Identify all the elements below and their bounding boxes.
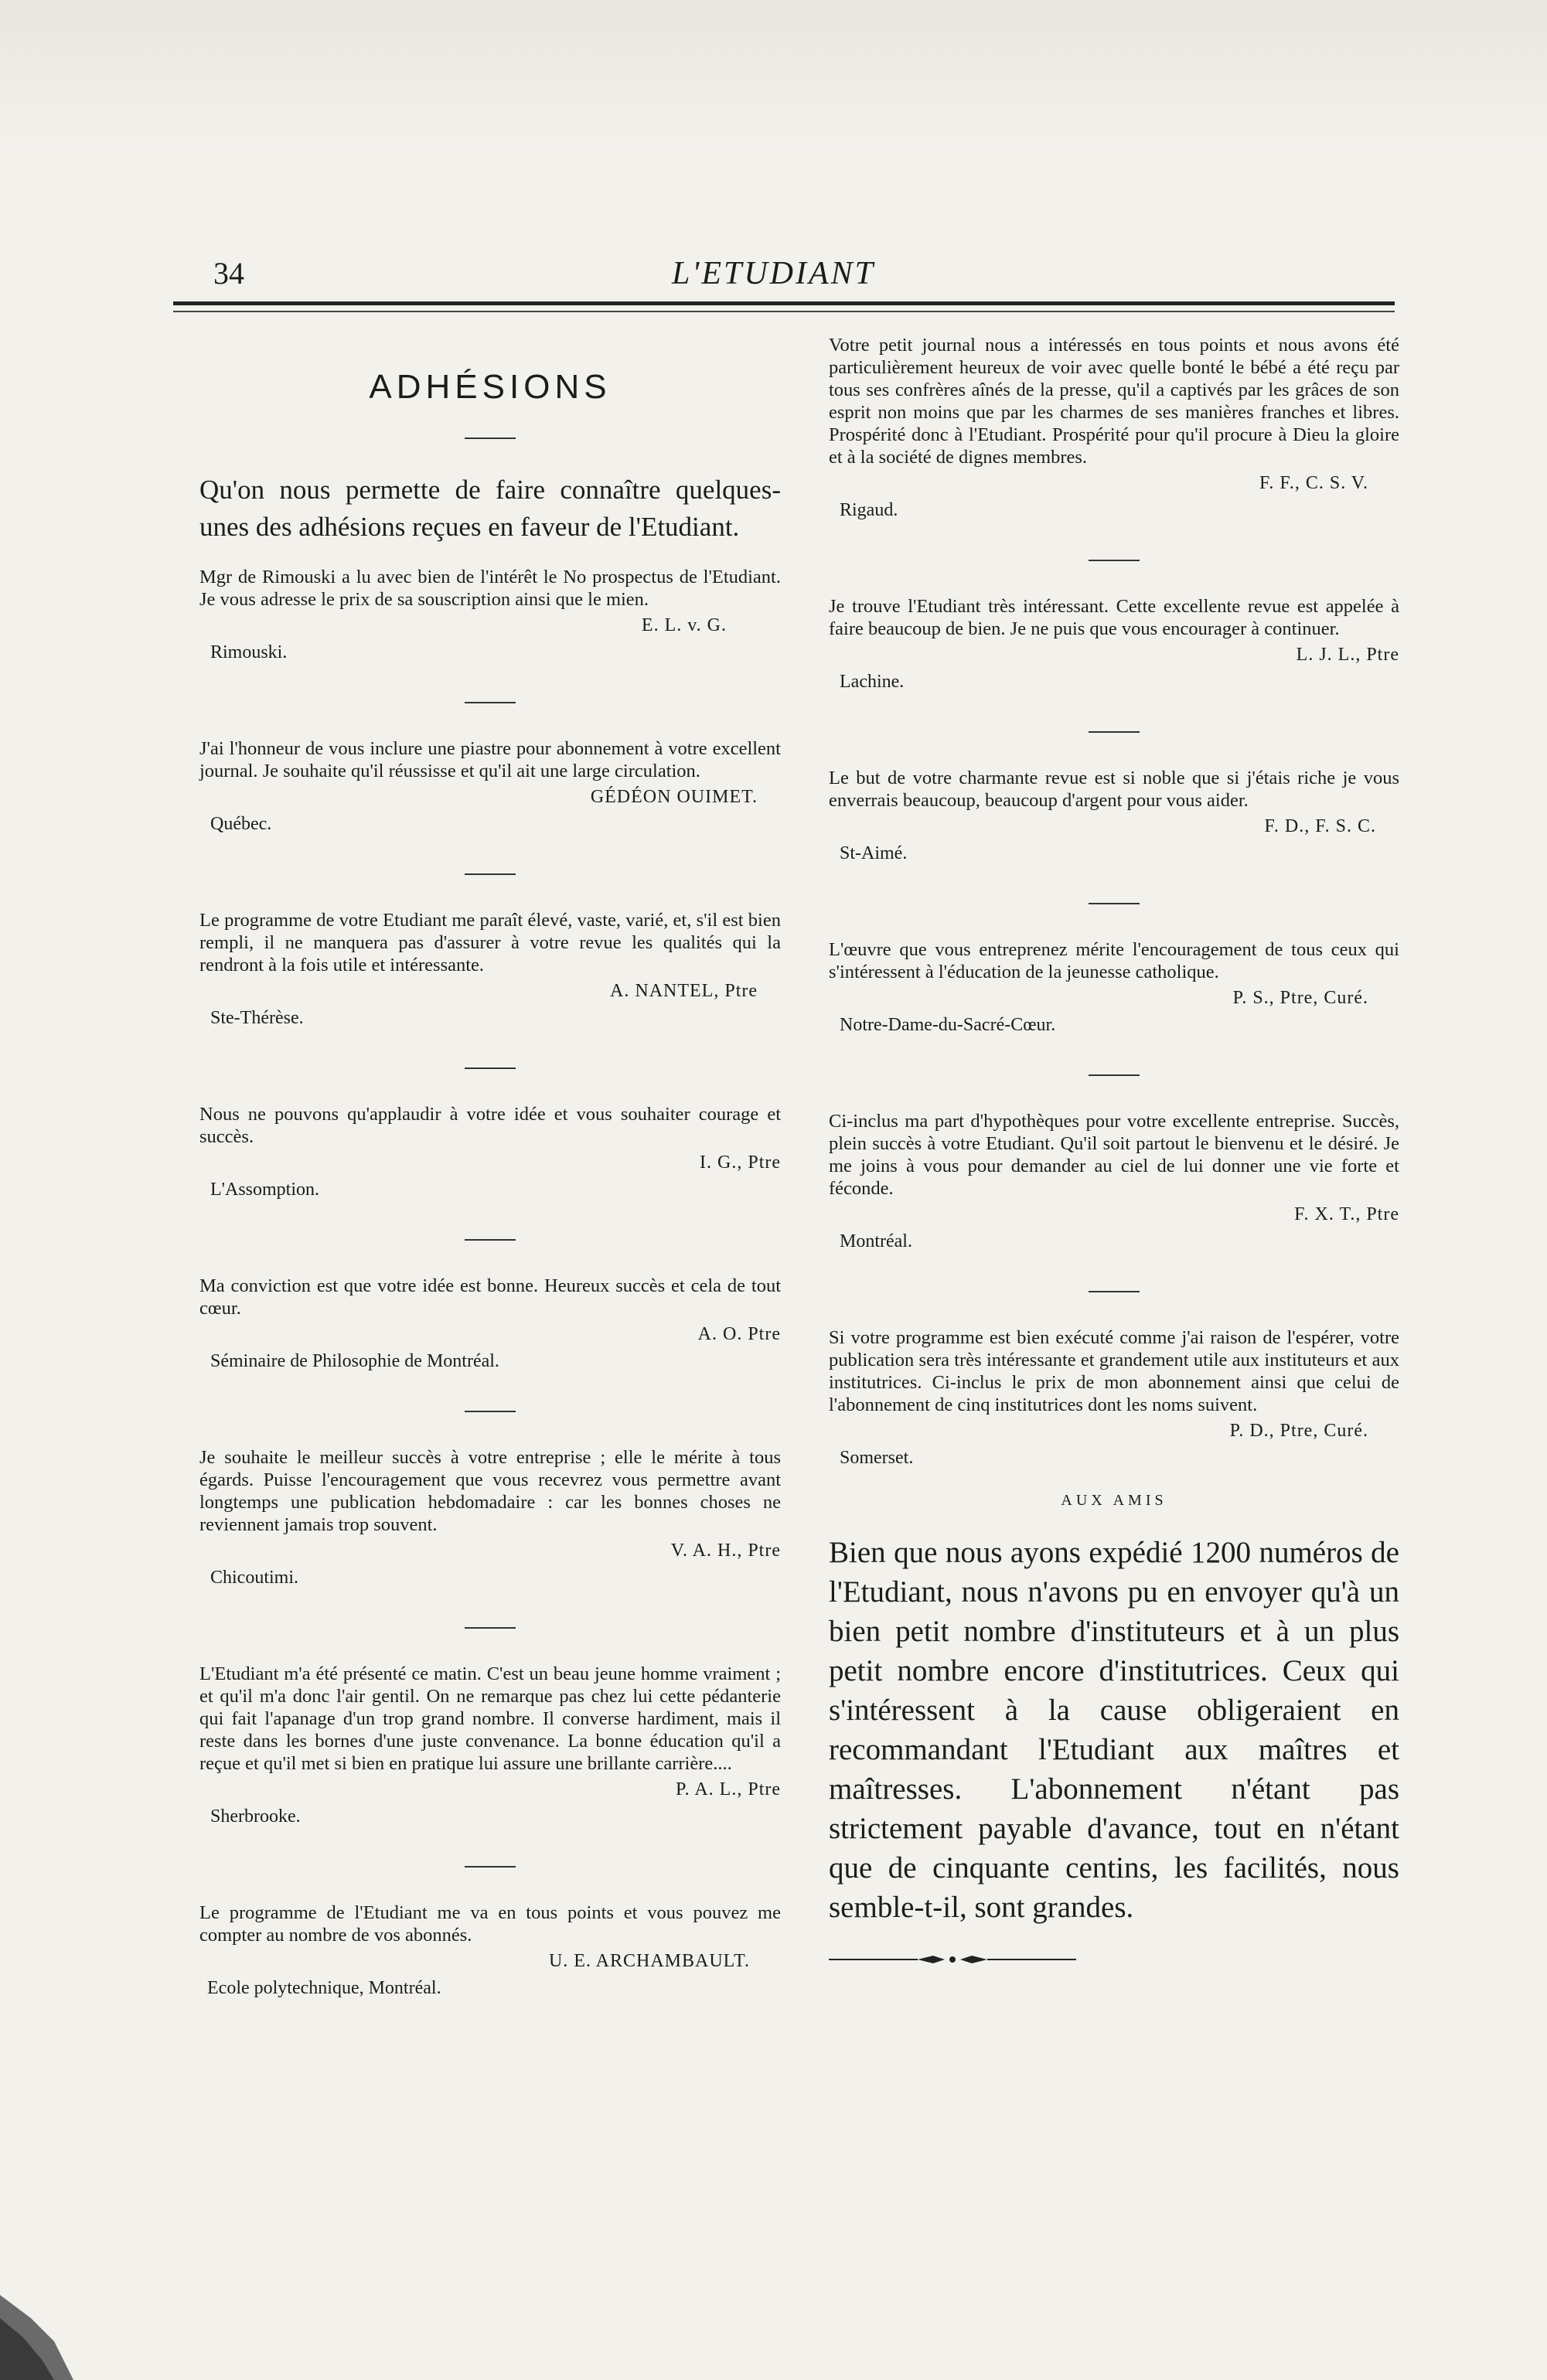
letter-8 [199,1902,781,1999]
letter-place: Ste-Thérèse. [210,1008,304,1028]
letter-signature: P. D., Ptre, Curé. [1229,1421,1368,1441]
letter-text: Nous ne pouvons qu'applaudir à votre idée et vous souhaiter courage et succès. [199,1104,781,1147]
letter-13 [829,1110,1399,1252]
separator [465,1239,516,1241]
header-rule-thick [173,301,1395,305]
letter-12 [829,938,1399,1036]
letter-signature: V. A. H., Ptre [670,1541,781,1561]
torn-corner [0,2264,101,2380]
aux-amis-text: Bien que nous ayons expédié 1200 numéros de l'Etudiant, nous n'avons pu en envoyer qu'à un bien petit nombre d'instituteurs et à un plus petit nombre encore d'institutrices. Ceux qui s'intéressent à la cause obligeraient en recommandant l'Etudiant aux maîtres et maîtresses. L'abonnement n'étant pas strictement payable d'avance, tout en n'étant que de cinquante centins, les facilités, nous semble-t-il, sont grandes. [829,1536,1399,1924]
right-column [829,334,1399,1970]
separator [465,1067,516,1069]
letter-place: Québec. [210,814,272,834]
letter-place: Rimouski. [210,642,288,662]
letter-14 [829,1326,1399,1469]
letter-place: Séminaire de Philosophie de Montréal. [210,1351,499,1371]
separator [1089,903,1140,904]
letter-place: Ecole polytechnique, Montréal. [207,1978,441,1998]
letter-text: L'œuvre que vous entreprenez mérite l'encouragement de tous ceux qui s'intéressent à l'éducation de la jeunesse catholique. [829,939,1399,982]
letter-place: L'Assomption. [210,1180,319,1200]
separator [1089,1074,1140,1076]
ornament-rule-icon [829,1953,1076,1966]
separator [1089,1291,1140,1292]
letter-10 [829,595,1399,693]
page-number: 34 [213,256,244,291]
letter-9 [829,334,1399,521]
letter-11 [829,767,1399,864]
letter-place: Rigaud. [840,500,898,520]
letter-text: L'Etudiant m'a été présenté ce matin. C'est un beau jeune homme vraiment ; et qu'il m'a donc l'air gentil. On ne remarque pas chez lui cette pédanterie qui fait l'apanage d'un trop grand nombre. Il converse hardiment, mais il reste dans les bornes d'une juste convenance. La bonne éducation qu'il a reçue et qu'il met si bien en pratique lui assure une brillante carrière.... [199,1663,781,1774]
separator [465,873,516,875]
separator [465,438,516,439]
letter-text: Ci-inclus ma part d'hypothèques pour votre excellente entreprise. Succès, plein succès à votre Etudiant. Qu'il soit partout le bienvenu et le désiré. Je me joins à vous pour demander au ciel de lui donner une vie forte et féconde. [829,1111,1399,1199]
letter-text: Si votre programme est bien exécuté comme j'ai raison de l'espérer, votre publication sera très intéressante et grandement utile aux instituteurs et aux institutrices. Ci-inclus le prix de mon abonnement ainsi que celui de l'abonnement de cinq institutrices dont les noms suivent. [829,1327,1399,1415]
letter-2 [199,737,781,835]
letter-signature: U. E. ARCHAMBAULT. [548,1951,750,1971]
letter-signature: A. O. Ptre [697,1324,781,1344]
letter-7 [199,1663,781,1827]
letter-signature: E. L. v. G. [641,615,727,635]
letter-text: Le programme de l'Etudiant me va en tous points et vous pouvez me compter au nombre de vos abonnés. [199,1902,781,1946]
letter-5 [199,1275,781,1372]
letter-text: Votre petit journal nous a intéressés en tous points et nous avons été particulièrement heureux de voir avec quelle bonté le bébé a été reçu par tous ses confrères aînés de la presse, qu'il a captivés par les grâces de son esprit non moins que par les charmes de ses manières franches et libres. Prospérité donc à l'Etudiant. Prospérité pour qu'il procure à Dieu la gloire et à la société de dignes membres. [829,335,1399,468]
letter-signature: GÉDÉON OUIMET. [590,787,758,807]
letter-signature: F. D., F. S. C. [1264,816,1376,836]
letter-place: St-Aimé. [840,843,908,863]
letter-signature: F. F., C. S. V. [1259,473,1368,493]
separator [1089,731,1140,733]
letter-place: Somerset. [840,1448,914,1468]
letter-place: Notre-Dame-du-Sacré-Cœur. [840,1015,1056,1035]
aux-amis-section [829,1492,1399,1970]
letter-text: J'ai l'honneur de vous inclure une piastre pour abonnement à votre excellent journal. Je souhaite qu'il réussisse et qu'il ait une large circulation. [199,738,781,781]
intro-paragraph: Qu'on nous permette de faire connaître quelques-unes des adhésions reçues en faveur de l'Etudiant. [199,475,781,542]
page-header [0,255,1547,301]
letter-place: Sherbrooke. [210,1806,301,1827]
letter-text: Mgr de Rimouski a lu avec bien de l'intérêt le No prospectus de l'Etudiant. Je vous adresse le prix de sa souscription ainsi que le mien. [199,567,781,610]
letter-signature: F. X. T., Ptre [1294,1204,1399,1224]
separator [465,1411,516,1412]
separator [465,1866,516,1868]
letter-place: Montréal. [840,1231,912,1251]
page-top-margin [0,0,1547,155]
letter-text: Je souhaite le meilleur succès à votre entreprise ; elle le mérite à tous égards. Puisse l'encouragement que vous recevrez vous permettre avant longtemps une publication hebdomadaire : car les bonnes choses ne reviennent jamais trop souvent. [199,1447,781,1535]
letter-signature: A. NANTEL, Ptre [610,981,758,1001]
letter-text: Ma conviction est que votre idée est bonne. Heureux succès et cela de tout cœur. [199,1275,781,1319]
letter-text: Je trouve l'Etudiant très intéressant. Cette excellente revue est appelée à faire beaucoup de bien. Je ne puis que vous encourager à continuer. [829,596,1399,639]
section-title: ADHÉSIONS [369,368,612,406]
letter-text: Le programme de votre Etudiant me paraît élevé, vaste, varié, et, s'il est bien rempli, il ne manquera pas d'assurer à votre revue les qualités qui la rendront à la fois utile et intéressante. [199,910,781,975]
separator [1089,560,1140,561]
letter-6 [199,1446,781,1588]
running-head: L'ETUDIANT [671,256,876,291]
separator [465,702,516,703]
left-column [199,334,781,1999]
letter-place: Lachine. [840,672,905,692]
letter-text: Le but de votre charmante revue est si noble que si j'étais riche je vous enverrais beaucoup, beaucoup d'argent pour vous aider. [829,768,1399,811]
header-rule-thin [173,311,1395,312]
letter-signature: I. G., Ptre [700,1153,781,1173]
letter-signature: P. S., Ptre, Curé. [1232,988,1368,1008]
letter-signature: P. A. L., Ptre [675,1779,781,1799]
letter-signature: L. J. L., Ptre [1296,645,1399,665]
separator [465,1627,516,1629]
letter-1 [199,566,781,663]
aux-amis-title: AUX AMIS [1061,1492,1167,1509]
letter-4 [199,1103,781,1200]
letter-3 [199,909,781,1029]
letter-place: Chicoutimi. [210,1568,298,1588]
